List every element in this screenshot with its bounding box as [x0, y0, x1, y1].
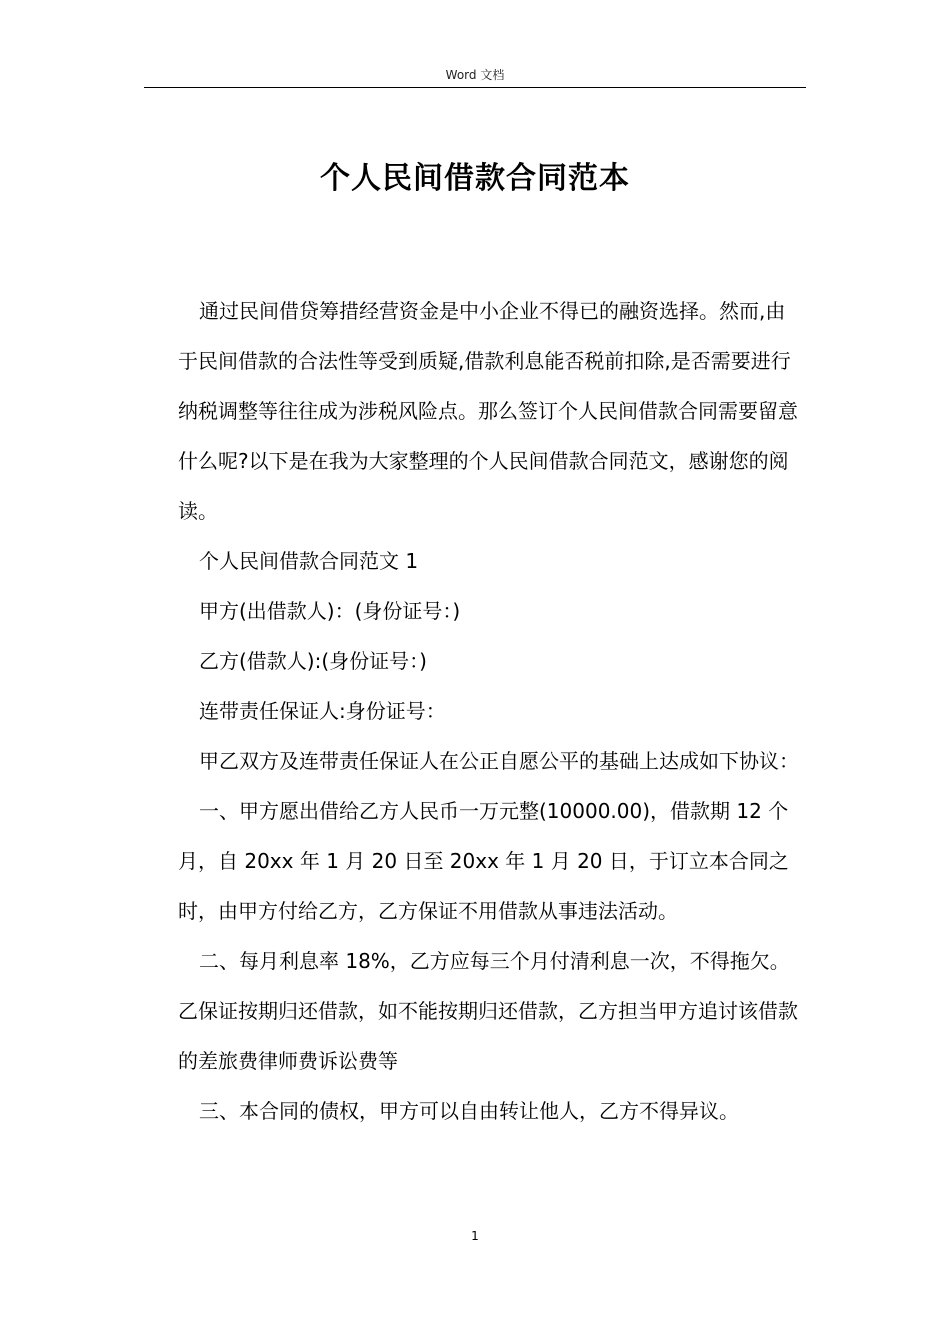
- document-title: 个人民间借款合同范本: [320, 161, 630, 196]
- paragraph-agreement: 甲乙双方及连带责任保证人在公正自愿公平的基础上达成如下协议：: [199, 749, 799, 773]
- paragraph-party-a: 甲方(出借款人)：(身份证号：): [199, 599, 461, 623]
- paragraph-intro: 通过民间借贷筹措经营资金是中小企业不得已的融资选择。然而,由于民间借款的合法性等受到质疑,借款利息能否税前扣除,是否需要进行纳税调整等往往成为涉税风险点。那么签订个人民间借款合同需要留意什么呢?以下是在我为大家整理的个人民间借款合同范文，感谢您的阅读。: [178, 299, 798, 523]
- paragraph-clause-3: 三、本合同的债权，甲方可以自由转让他人，乙方不得异议。: [199, 1099, 739, 1123]
- paragraph-party-b: 乙方(借款人):(身份证号：): [199, 649, 427, 673]
- header-divider: [144, 87, 806, 88]
- paragraph-clause-2: 二、每月利息率 18%，乙方应每三个月付清利息一次，不得拖欠。乙保证按期归还借款，如不能按期归还借款，乙方担当甲方追讨该借款的差旅费律师费诉讼费等: [178, 949, 798, 1073]
- document-body: [178, 286, 802, 1136]
- page-number: 1: [471, 1229, 479, 1243]
- paragraph-clause-1: 一、甲方愿出借给乙方人民币一万元整(10000.00)，借款期 12 个月，自 20xx 年 1 月 20 日至 20xx 年 1 月 20 日，于订立本合同之时，由甲方付给乙方，乙方保证不用借款从事违法活动。: [178, 799, 789, 923]
- paragraph-sample-heading: 个人民间借款合同范文 1: [199, 549, 419, 573]
- page-header: Word 文档: [445, 68, 505, 82]
- paragraph-guarantor: 连带责任保证人:身份证号：: [199, 699, 446, 723]
